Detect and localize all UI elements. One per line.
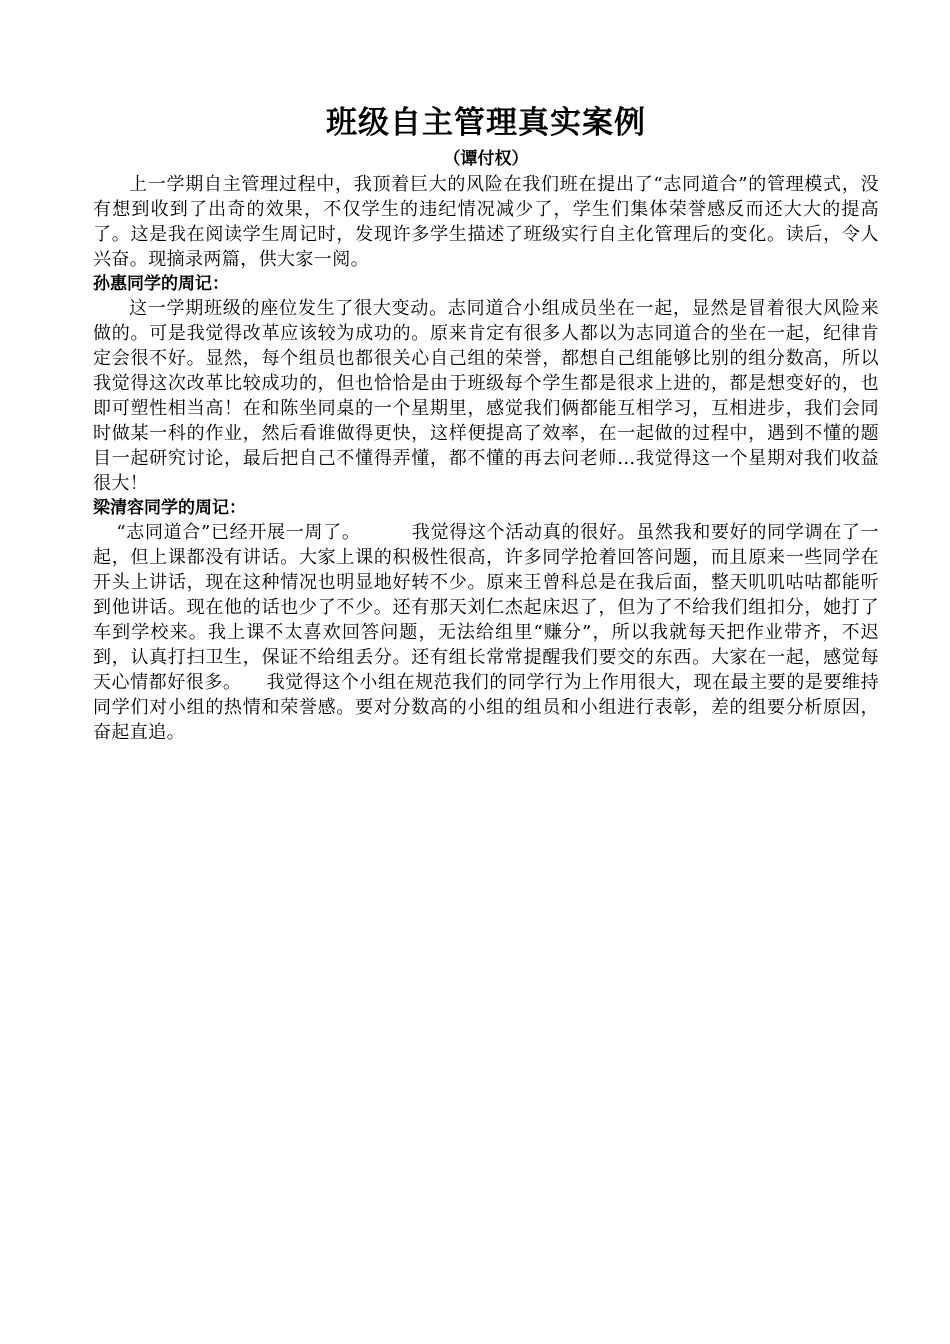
section-heading-sun-hui: 孙惠同学的周记： [93, 274, 229, 294]
section-body-liang-qingrong: “志同道合”已经开展一周了。 我觉得这个活动真的很好。虽然我和要好的同学调在了一起，但上课都没有讲话。大家上课的积极性很高，许多同学抢着回答问题，而且原来一些同学在开头上讲话，现在这种情况也明显地好转不少。原来王曾科总是在我后面，整天叽叽咕咕都能听到他讲话。现在他的话也少了不少。还有那天刘仁杰起床迟了，但为了不给我们组扣分，她打了车到学校来。我上课不太喜欢回答问题，无法给组里“赚分”，所以我就每天把作业带齐，不迟到，认真打扫卫生，保证不给组丢分。还有组长常常提醒我们要交的东西。大家在一起，感觉每天心情都好很多。 我觉得这个小组在规范我们的同学行为上作用很大，现在最主要的是要维持同学们对小组的热情和荣誉感。要对分数高的小组的组员和小组进行表彰，差的组要分析原因，奋起直追。 [93, 522, 879, 743]
section-body-sun-hui: 这一学期班级的座位发生了很大变动。志同道合小组成员坐在一起，显然是冒着很大风险来做的。可是我觉得改革应该较为成功的。原来肯定有很多人都以为志同道合的坐在一起，纪律肯定会很不好。显然，每个组员也都很关心自己组的荣誉，都想自己组能够比别的组分数高，所以我觉得这次改革比较成功的，但也恰恰是由于班级每个学生都是很求上进的，都是想变好的，也即可塑性相当高！在和陈坐同桌的一个星期里，感觉我们俩都能互相学习，互相进步，我们会同时做某一科的作业，然后看谁做得更快，这样便提高了效率，在一起做的过程中，遇到不懂的题目一起研究讨论，最后把自己不懂得弄懂，都不懂的再去问老师…我觉得这一个星期对我们收益很大！ [93, 298, 879, 494]
section-heading-liang-qingrong: 梁清容同学的周记： [93, 498, 246, 518]
document-title: 班级自主管理真实案例 [326, 105, 646, 141]
document-author: （谭付权） [443, 149, 529, 169]
intro-paragraph: 上一学期自主管理过程中，我顶着巨大的风险在我们班在提出了“志同道合”的管理模式，没有想到收到了出奇的效果，不仅学生的违纪情况减少了，学生们集体荣誉感反而还大大的提高了。这是我在阅读学生周记时，发现许多学生描述了班级实行自主化管理后的变化。读后，令人兴奋。现摘录两篇，供大家一阅。 [93, 174, 879, 270]
document-page [93, 100, 879, 745]
